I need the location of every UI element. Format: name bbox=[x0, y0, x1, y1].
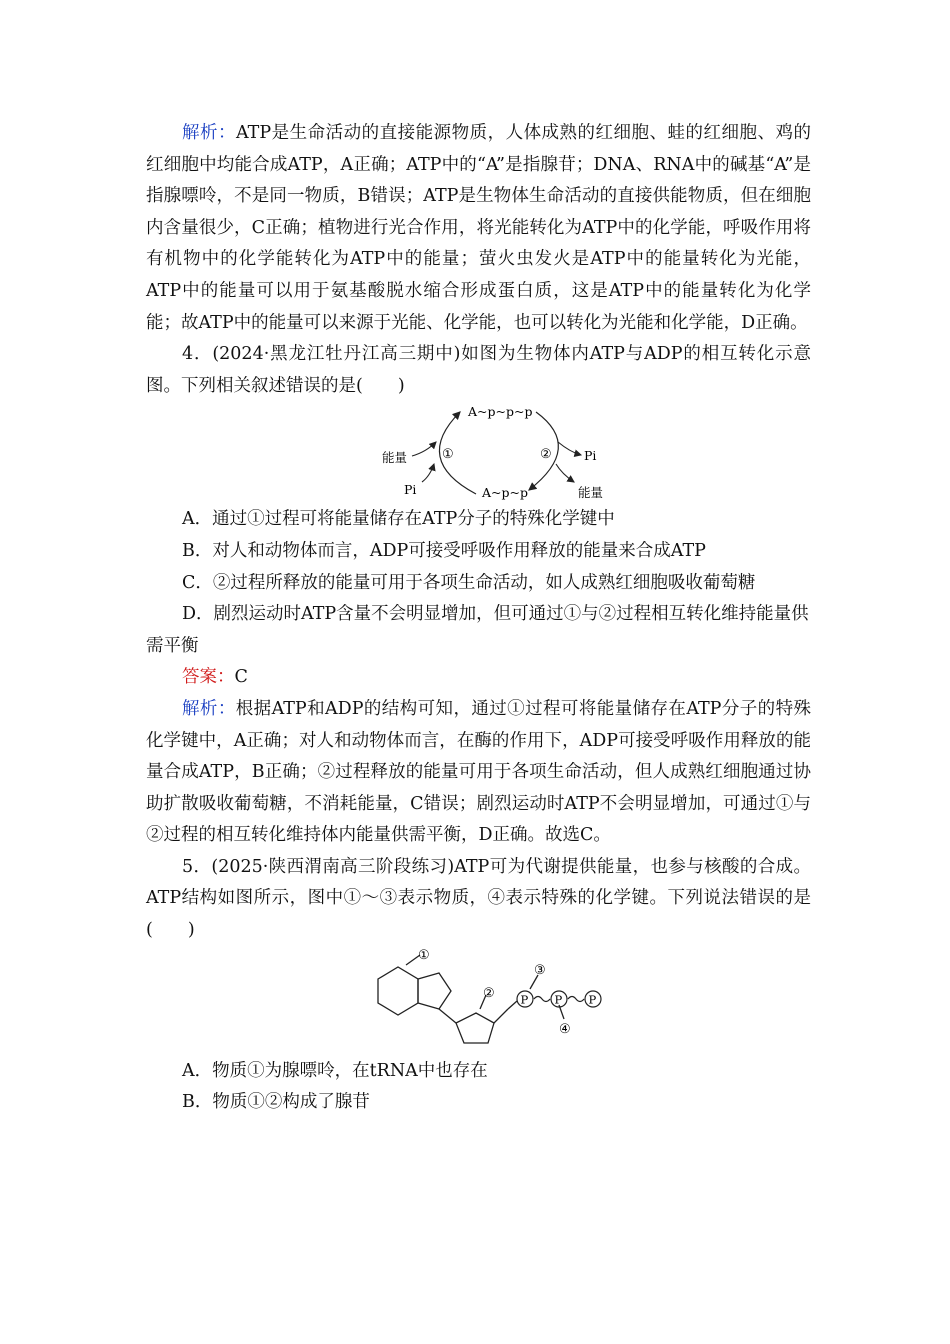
document-page bbox=[146, 118, 811, 1119]
label-3: ③ bbox=[534, 962, 546, 978]
answer-label: 答案： bbox=[182, 667, 235, 688]
answer-value: C bbox=[234, 667, 248, 688]
high-energy-bond-2 bbox=[568, 996, 584, 1001]
phosphate-1-letter: P bbox=[520, 992, 529, 1007]
q4-option-d: D．剧烈运动时ATP含量不会明显增加，但可通过①与②过程相互转化维持能量供需平衡 bbox=[146, 604, 809, 656]
energy-out-label: 能量 bbox=[578, 485, 604, 501]
atp-label: A~p~p~p bbox=[468, 404, 533, 420]
q3-analysis bbox=[146, 118, 811, 339]
q4-stem: 4．(2024·黑龙江牡丹江高三期中)如图为生物体内ATP与ADP的相互转化示意图。下列相关叙述错误的是( ) bbox=[146, 344, 811, 396]
glycosidic-bond bbox=[439, 1009, 456, 1023]
energy-in-arrow bbox=[412, 442, 436, 456]
adp-label: A~p~p bbox=[482, 485, 528, 501]
label-1: ① bbox=[418, 947, 430, 963]
q4-analysis bbox=[146, 694, 811, 852]
analysis-label: 解析： bbox=[182, 123, 236, 143]
atp-structure-diagram bbox=[146, 947, 811, 1052]
high-energy-bond-1 bbox=[534, 996, 550, 1001]
atp-structure-figure bbox=[146, 947, 811, 1052]
atp-adp-cycle-diagram bbox=[146, 402, 811, 500]
q5-stem: 5．(2025·陕西渭南高三阶段练习)ATP可为代谢提供能量，也参与核酸的合成。ATP结构如图所示，图中①～③表示物质，④表示特殊的化学键。下列说法错误的是( ) bbox=[146, 856, 811, 941]
q5-option-a: A．物质①为腺嘌呤，在tRNA中也存在 bbox=[182, 1060, 488, 1081]
pi-out-arrow bbox=[558, 442, 581, 455]
energy-out-arrow bbox=[556, 464, 574, 482]
analysis-text: ATP是生命活动的直接能源物质，人体成熟的红细胞、蛙的红细胞、鸡的红细胞中均能合成ATP，A正确；ATP中的“A”是指腺苷；DNA、RNA中的碱基“A”是指腺嘌呤，不是同一物质，B错误；ATP是生物体生命活动的直接供能物质，但在细胞内含量很少，C正确；植物进行光合作用，将光能转化为ATP中的化学能，呼吸作用将有机物中的化学能转化为ATP中的能量；萤火虫发火是ATP中的能量转化为光能，ATP中的能量可以用于氨基酸脱水缩合形成蛋白质，这是ATP中的能量转化为化学能；故ATP中的能量可以来源于光能、化学能，也可以转化为光能和化学能，D正确。 bbox=[146, 123, 811, 333]
adenine-five-ring bbox=[418, 973, 451, 1009]
analysis-label: 解析： bbox=[182, 698, 236, 719]
q4-option-c: C．②过程所释放的能量可用于各项生命活动，如人成熟红细胞吸收葡萄糖 bbox=[182, 572, 756, 593]
energy-in-label: 能量 bbox=[382, 450, 408, 466]
analysis-text: 根据ATP和ADP的结构可知，通过①过程可将能量储存在ATP分子的特殊化学键中，A正确；对人和动物体而言，在酶的作用下，ADP可接受呼吸作用释放的能量合成ATP，B正确；②过程释放的能量可用于各项生命活动，但人成熟红细胞通过协助扩散吸收葡萄糖，不消耗能量，C错误；剧烈运动时ATP不会明显增加，可通过①与②过程的相互转化维持体内能量供需平衡，D正确。故选C。 bbox=[146, 698, 812, 846]
pi-out-label: Pi bbox=[584, 448, 597, 464]
phosphate-2-letter: P bbox=[554, 992, 563, 1007]
q5-option-b: B．物质①②构成了腺苷 bbox=[182, 1092, 370, 1113]
q4-option-a: A．通过①过程可将能量储存在ATP分子的特殊化学键中 bbox=[182, 509, 615, 530]
ester-bond bbox=[508, 1001, 517, 1009]
atp-adp-cycle-figure bbox=[146, 402, 811, 500]
pi-in-arrow bbox=[422, 464, 434, 482]
label-2: ② bbox=[483, 985, 495, 1001]
step1-label: ① bbox=[442, 447, 454, 463]
label-4: ④ bbox=[559, 1021, 571, 1037]
adenine-six-ring bbox=[378, 967, 418, 1015]
phosphate-3-letter: P bbox=[588, 992, 597, 1007]
ribose-ring bbox=[456, 1013, 494, 1043]
ribose-to-phosphate-bond bbox=[494, 1009, 508, 1023]
pi-in-label: Pi bbox=[404, 482, 417, 498]
q4-option-b: B．对人和动物体而言，ADP可接受呼吸作用释放的能量来合成ATP bbox=[182, 540, 706, 561]
step2-label: ② bbox=[540, 447, 552, 463]
q4-answer bbox=[146, 662, 811, 694]
